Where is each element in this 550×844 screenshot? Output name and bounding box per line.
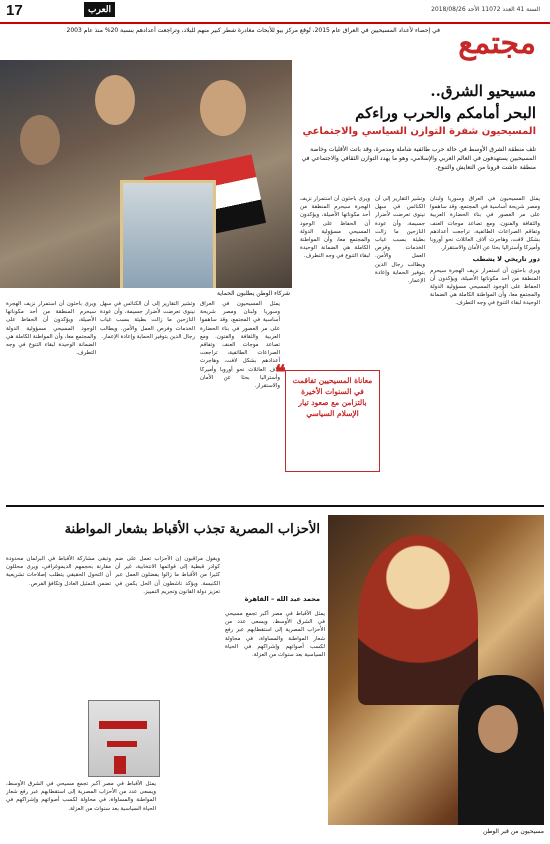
column-text [225,610,325,830]
column-text [6,780,156,830]
column-text [300,195,370,360]
page-number: 17 [6,2,23,19]
column-text [6,555,111,695]
article2-dateline: القاهرة [244,595,269,603]
article2-headline: الأحزاب المصرية تجذب الأقباط بشعار المواطنة [64,522,320,537]
column-body: ويرى باحثون أن استمرار نزيف الهجرة سيحرم المنطقة من أحد مكوناتها الأصيلة، ويؤكدون أن الحفاظ على الوجود المسيحي مسؤولية الدولة والمجتمع معا، وأن المواطنة الكاملة هي الضمانة الوحيدة لبقاء التنوع في وجه التطرف. [6,301,96,357]
author-name: محمد عبد الله [276,595,320,603]
photo-caption: شركاء الوطن يطلبون الحماية [217,290,290,297]
subsection-heading: دور تاريخي لا يشطب [472,255,540,264]
photo2-caption: مسيحيون من قبر الوطن [483,828,544,835]
article-title: البحر أمامكم والحرب وراءكم [355,104,536,122]
quote-icon: ❝ [275,360,286,384]
column-body: ويقول مراقبون إن الأحزاب تعمل على ضم كوادر قبطية إلى قوائمها الانتخابية، غير أن كثيرا من الأقباط ما زالوا يفضلون العمل عبر الكنيسة. ويؤكد ناشطون أن الحل يكمن في تعزيز دولة القانون وتجريم التمييز. [115,556,220,595]
infographic-graphic [88,700,160,777]
column-body: يمثل الأقباط في مصر أكبر تجمع مسيحي في الشرق الأوسط، ويسعى عدد من الأحزاب المصرية إلى استقطابهم عبر رفع شعار المواطنة والمساواة، في محاولة لكسب أصواتهم وإشراكهم في الحياة السياسية بعد سنوات من العزلة. [6,781,156,812]
protest-photo [0,60,292,288]
column-text [100,300,195,500]
article-kicker: مسيحيو الشرق.. [430,82,536,100]
column-body: يمثل المسيحيون في العراق وسوريا ولبنان ومصر شريحة أساسية في المجتمع، وقد ساهموا على مر العصور في بناء الحضارة العربية والثقافة والفنون. ومع تصاعد موجات العنف وتفاقم الصراعات الطائفية، تراجعت أعدادهم بشكل لافت، وهاجرت آلاف العائلات نحو أوروبا وأميركا وأستراليا بحثا عن الأمان والاستقرار. [200,301,280,390]
section-title: مجتمع [458,26,536,61]
dateline: السنة 41 العدد 11072 الأحد 2018/08/26 [431,6,540,13]
column-text [6,300,96,500]
column-body: وتشير التقارير إلى أن الكنائس في سهل نينوى تعرضت لأضرار جسيمة، وأن عودة النازحين ما زالت بطيئة بسبب غياب الخدمات وفرص العمل والأمن. ويطالب رجال الدين بتوفير الحماية وإعادة الإعمار. [375,196,425,285]
article-subheadline: المسيحيون شفرة التوازن السياسي والاجتماعي [302,126,536,137]
column-body: يمثل المسيحيون في العراق وسوريا ولبنان ومصر شريحة أساسية في المجتمع، وقد ساهموا على مر العصور في بناء الحضارة العربية والثقافة والفنون. ومع تصاعد موجات العنف وتفاقم الصراعات الطائفية، تراجعت أعدادهم بشكل لافت، وهاجرت آلاف العائلات نحو أوروبا وأميركا وأستراليا بحثا عن الأمان والاستقرار. [430,196,540,252]
article-intro: تلف منطقة الشرق الأوسط في حالة حرب طائفية شاملة ومدمرة، وقد باتت الأقليات وخاصة المسيحيين يستهدفون في العالم العربي والإسلامي، وهو ما يهدد التوازن الثقافي والاجتماعي في منطقة عاشت قرونا من التعايش والتنوع. [301,146,536,171]
column-body: يمثل الأقباط في مصر أكبر تجمع مسيحي في الشرق الأوسط، ويسعى عدد من الأحزاب المصرية إلى استقطابهم عبر رفع شعار المواطنة والمساواة، في محاولة لكسب أصواتهم وإشراكهم في الحياة السياسية بعد سنوات من العزلة. [225,611,325,659]
article-headline [300,80,536,124]
column-text [375,195,425,500]
publication-logo: العرب [84,2,115,17]
column-body: وتشير التقارير إلى أن الكنائس في سهل نينوى تعرضت لأضرار جسيمة، وأن عودة النازحين ما زالت بطيئة بسبب غياب الخدمات وفرص العمل والأمن. ويطالب رجال الدين بتوفير الحماية وإعادة الإعمار. [100,301,195,340]
top-caption: في إحصاء لأعداد المسيحيين في العراق عام 2015، تُوقع مركز بيو للأبحاث مغادرة شطر كبير منهم للبلاد، وتراجعت أعدادهم بنسبة 20% منذ عام 2003 [66,27,440,34]
pull-quote: معاناة المسيحيين تفاقمت في السنوات الأخيرة بالتزامن مع صعود تيار الإسلام السياسي [285,370,380,472]
column-body: وتبقى مشاركة الأقباط في البرلمان محدودة مقارنة بحجمهم الديموغرافي، ويرى محللون أن التحول الحقيقي يتطلب إصلاحات تشريعية تضمن التمثيل العادل وتكافؤ الفرص. [6,556,111,587]
article2-byline: محمد عبد الله – القاهرة [244,595,320,603]
column-body: ويرى باحثون أن استمرار نزيف الهجرة سيحرم المنطقة من أحد مكوناتها الأصيلة، ويؤكدون أن الحفاظ على الوجود المسيحي مسؤولية الدولة والمجتمع معا، وأن المواطنة الكاملة هي الضمانة الوحيدة لبقاء التنوع في وجه التطرف. [430,267,540,307]
column-body: ويرى باحثون أن استمرار نزيف الهجرة سيحرم المنطقة من أحد مكوناتها الأصيلة، ويؤكدون أن الحفاظ على الوجود المسيحي مسؤولية الدولة والمجتمع معا، وأن المواطنة الكاملة هي الضمانة الوحيدة لبقاء التنوع في وجه التطرف. [300,196,370,260]
column-text [200,300,280,500]
column-text [430,195,540,500]
church-photo [328,515,544,825]
section-divider [6,505,544,507]
